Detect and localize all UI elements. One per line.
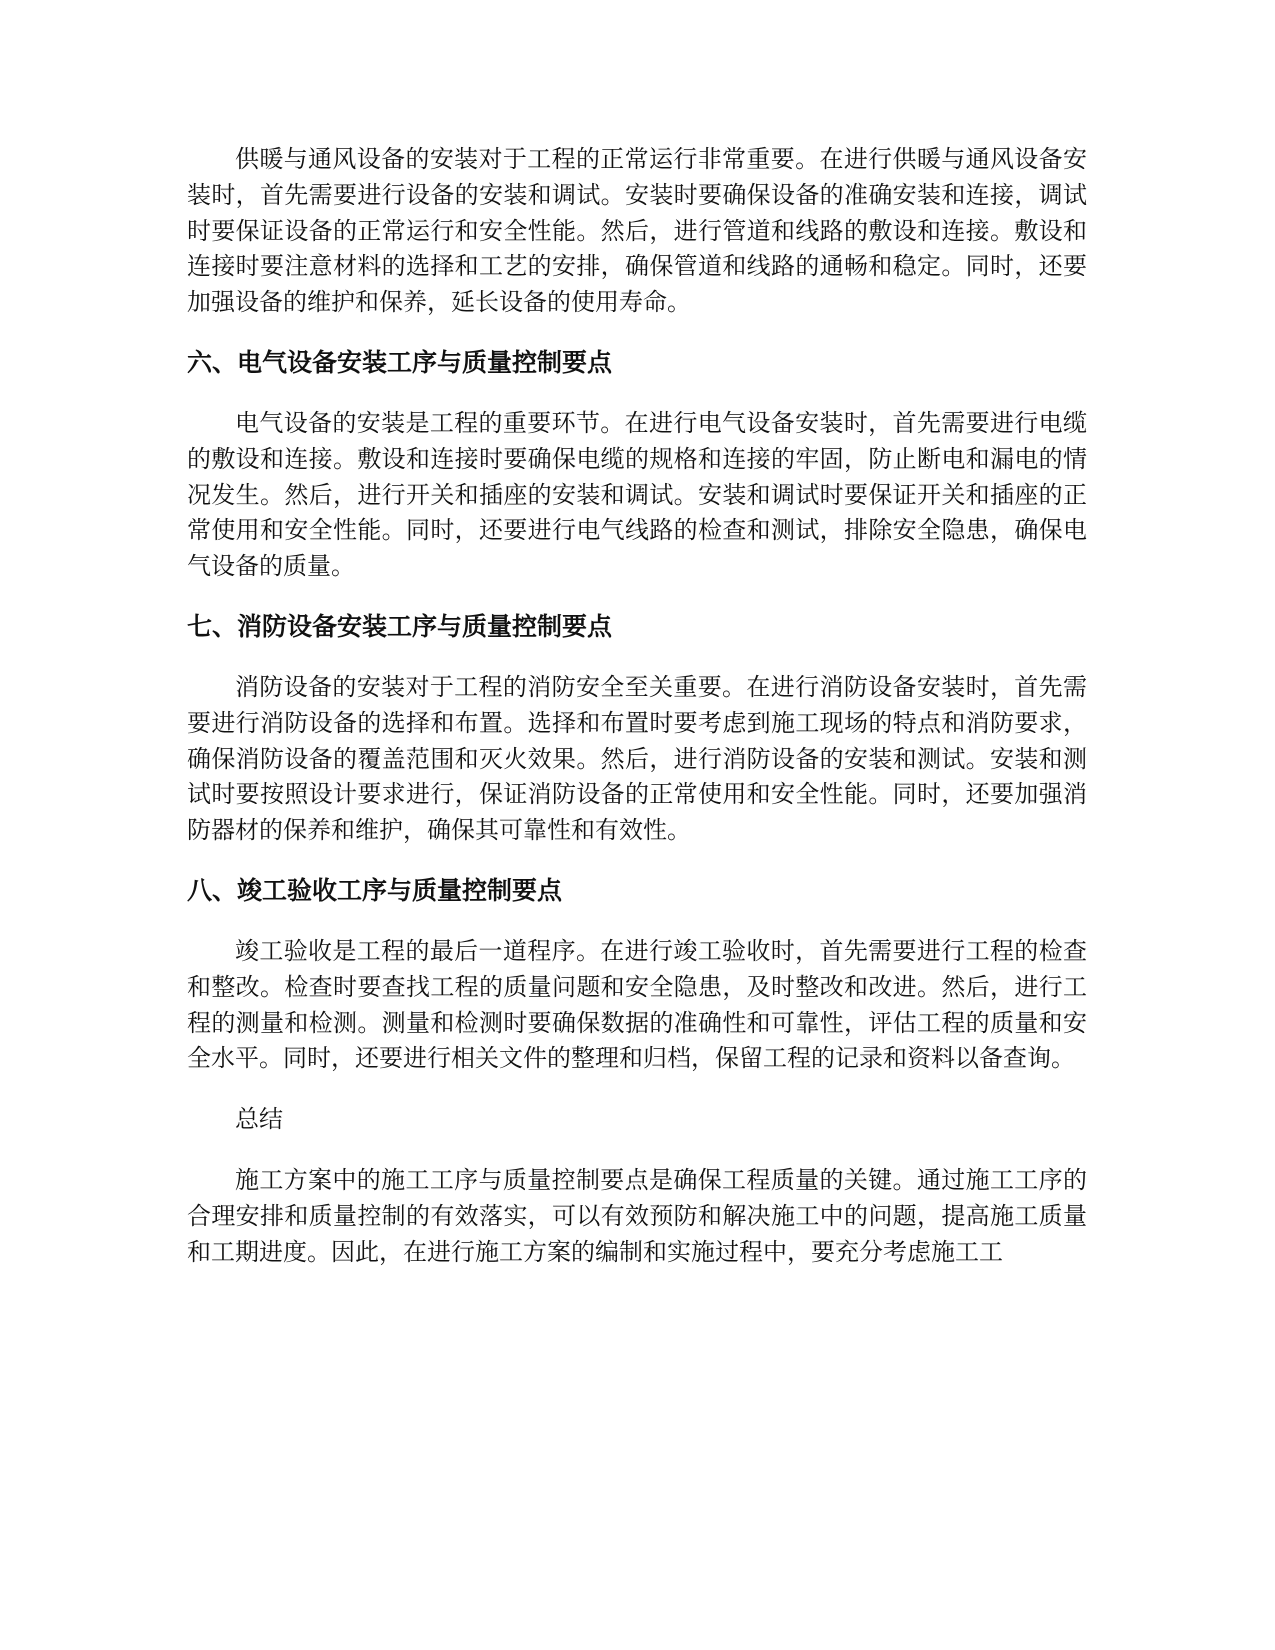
summary-paragraph: 施工方案中的施工工序与质量控制要点是确保工程质量的关键。通过施工工序的合理安排和质量控制的有效落实，可以有效预防和解决施工中的问题，提高施工质量和工期进度。因此，在进行施工方案的编制和实施过程中，要充分考虑施工工 — [187, 1165, 1087, 1266]
section-heading-fire-protection: 七、消防设备安装工序与质量控制要点 — [187, 611, 613, 641]
section-heading-electrical: 六、电气设备安装工序与质量控制要点 — [187, 347, 613, 377]
summary-label: 总结 — [235, 1105, 283, 1134]
electrical-installation-paragraph: 电气设备的安装是工程的重要环节。在进行电气设备安装时，首先需要进行电缆的敷设和连接。敷设和连接时要确保电缆的规格和连接的牢固，防止断电和漏电的情况发生。然后，进行开关和插座的安装和调试。安装和调试时要保证开关和插座的正常使用和安全性能。同时，还要进行电气线路的检查和测试，排除安全隐患，确保电气设备的质量。 — [187, 408, 1087, 581]
section-heading-completion-acceptance: 八、竣工验收工序与质量控制要点 — [187, 875, 563, 905]
document-body — [187, 142, 1087, 1295]
fire-protection-paragraph: 消防设备的安装对于工程的消防安全至关重要。在进行消防设备安装时，首先需要进行消防设备的选择和布置。选择和布置时要考虑到施工现场的特点和消防要求，确保消防设备的覆盖范围和灭火效果。然后，进行消防设备的安装和测试。安装和测试时要按照设计要求进行，保证消防设备的正常使用和安全性能。同时，还要加强消防器材的保养和维护，确保其可靠性和有效性。 — [187, 672, 1087, 845]
completion-acceptance-paragraph: 竣工验收是工程的最后一道程序。在进行竣工验收时，首先需要进行工程的检查和整改。检查时要查找工程的质量问题和安全隐患，及时整改和改进。然后，进行工程的测量和检测。测量和检测时要确保数据的准确性和可靠性，评估工程的质量和安全水平。同时，还要进行相关文件的整理和归档，保留工程的记录和资料以备查询。 — [187, 936, 1087, 1073]
hvac-installation-paragraph: 供暖与通风设备的安装对于工程的正常运行非常重要。在进行供暖与通风设备安装时，首先需要进行设备的安装和调试。安装时要确保设备的准确安装和连接，调试时要保证设备的正常运行和安全性能。然后，进行管道和线路的敷设和连接。敷设和连接时要注意材料的选择和工艺的安排，确保管道和线路的通畅和稳定。同时，还要加强设备的维护和保养，延长设备的使用寿命。 — [187, 145, 1087, 317]
